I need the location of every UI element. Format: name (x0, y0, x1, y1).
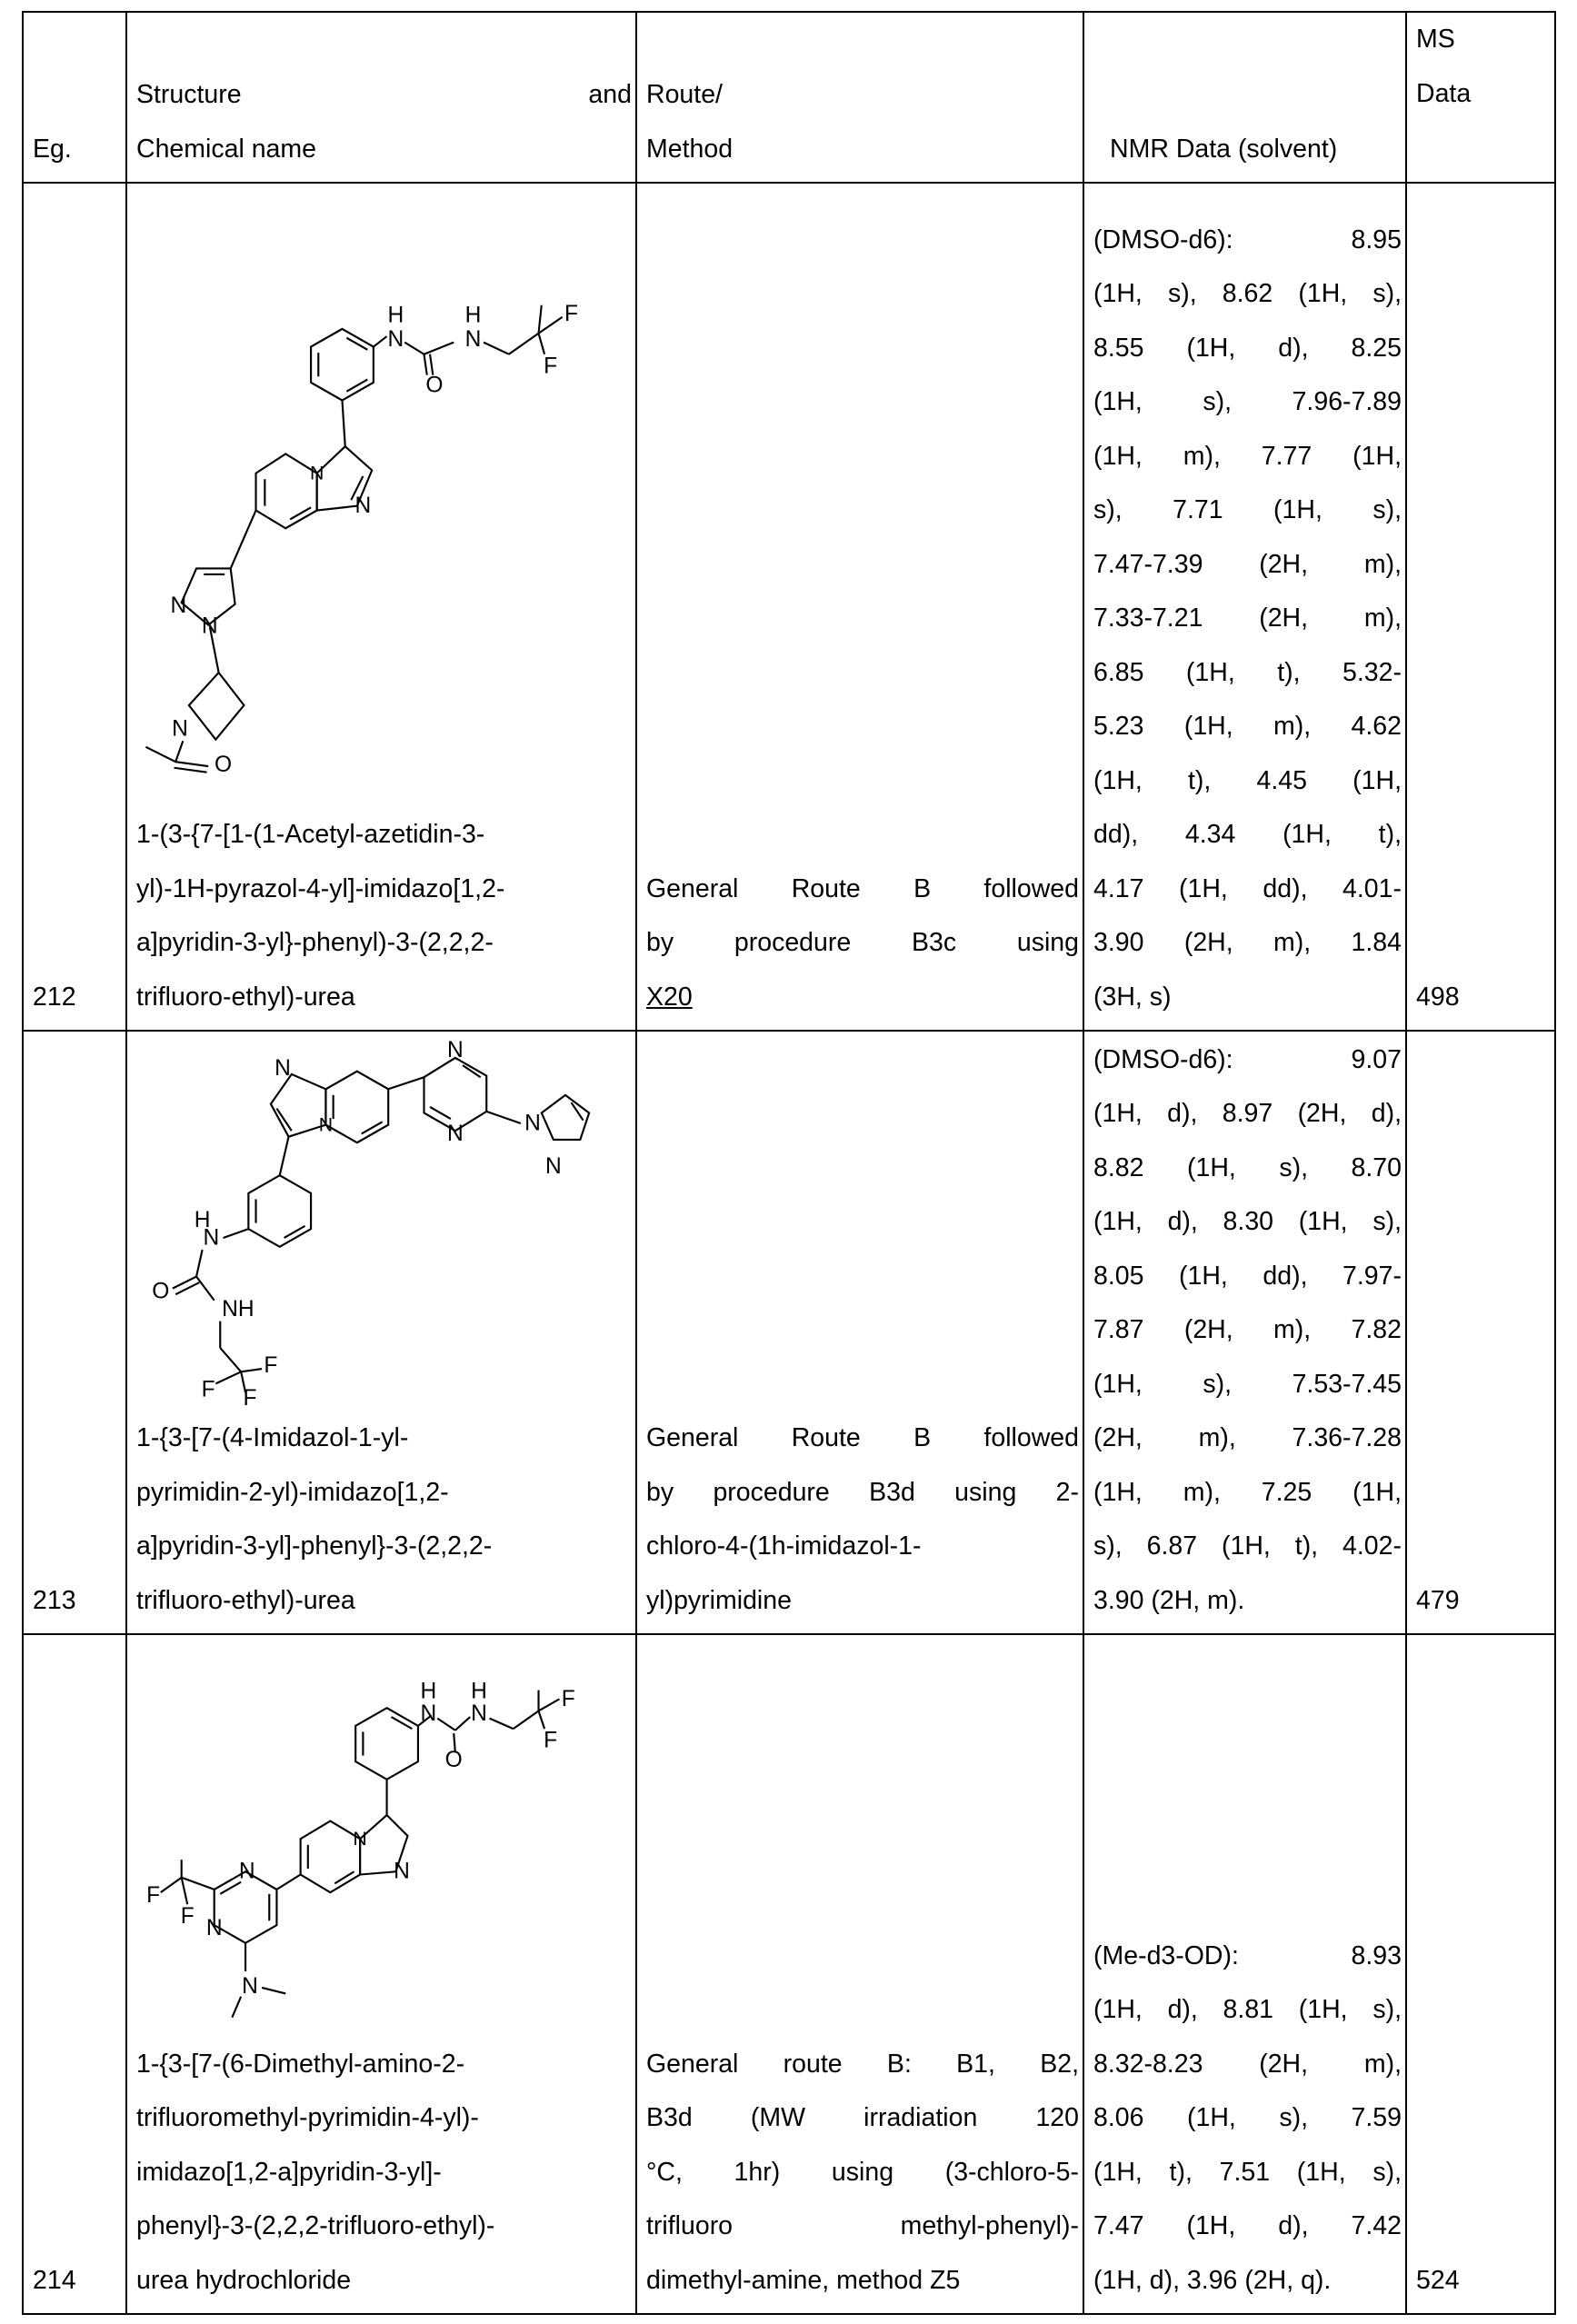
text-line: s), 6.87 (1H, t), 4.02- (1093, 1520, 1402, 1574)
svg-text:F: F (202, 1377, 215, 1401)
svg-text:N: N (471, 1701, 487, 1726)
ms-data (1406, 1031, 1555, 1634)
text-line: (1H, m), 7.25 (1H, (1093, 1466, 1402, 1521)
header-nmr-label: NMR Data (solvent) (1110, 123, 1402, 177)
text-line: dd), 4.34 (1H, t), (1093, 808, 1402, 863)
svg-text:N: N (394, 1860, 410, 1884)
example-number (23, 1634, 126, 2314)
svg-text:N: N (242, 1974, 258, 1999)
svg-text:NH: NH (222, 1297, 254, 1322)
text-line: (1H, s), 7.53-7.45 (1093, 1358, 1402, 1412)
svg-text:N: N (545, 1154, 562, 1179)
text-line: chloro-4-(1h-imidazol-1- (646, 1520, 1079, 1574)
svg-text:N: N (447, 1122, 464, 1146)
svg-text:N: N (202, 614, 218, 639)
svg-text:H: H (421, 1680, 437, 1704)
text-line: dimethyl-amine, method Z5 (646, 2254, 1079, 2309)
text-line: yl)pyrimidine (646, 1574, 1079, 1629)
svg-text:O: O (152, 1279, 169, 1303)
text-line: (3H, s) (1093, 971, 1402, 1025)
text-line: 4.17 (1H, dd), 4.01- (1093, 863, 1402, 917)
header-structure (126, 12, 636, 183)
text-line: 7.47 (1H, d), 7.42 (1093, 2199, 1402, 2254)
header-eg-label: Eg. (33, 123, 122, 177)
text-line: (1H, m), 7.77 (1H, (1093, 430, 1402, 484)
text-line: urea hydrochloride (136, 2254, 632, 2309)
text-line: imidazo[1,2-a]pyridin-3-yl]- (136, 2146, 632, 2200)
text-line: 6.85 (1H, t), 5.32- (1093, 646, 1402, 701)
text-line: 1-{3-[7-(6-Dimethyl-amino-2- (136, 2038, 632, 2092)
text-line: Structure and (136, 68, 632, 123)
text-line: (1H, s), 8.62 (1H, s), (1093, 267, 1402, 322)
svg-text:N: N (171, 593, 187, 618)
text-line: (1H, d), 8.97 (2H, d), (1093, 1087, 1402, 1142)
ms-value: 479 (1416, 1574, 1551, 1629)
example-number-label: 213 (33, 1574, 122, 1629)
text-line: yl)-1H-pyrazol-4-yl]-imidazo[1,2- (136, 863, 632, 917)
text-line: B3d (MW irradiation 120 (646, 2091, 1079, 2146)
table-row (23, 1634, 1555, 2314)
text-line: Route/ (646, 68, 1079, 123)
text-line: pyrimidin-2-yl)-imidazo[1,2- (136, 1466, 632, 1521)
svg-text:O: O (215, 753, 232, 777)
header-eg (23, 12, 126, 183)
svg-text:N: N (465, 327, 482, 352)
svg-text:O: O (445, 1748, 463, 1772)
ms-value: 524 (1416, 2254, 1551, 2309)
svg-text:N: N (421, 1701, 437, 1726)
text-line: General Route B followed (646, 1411, 1079, 1466)
text-line: 3.90 (2H, m), 1.84 (1093, 916, 1402, 971)
chemical-name (126, 1634, 636, 2314)
chemical-name (126, 1031, 636, 1634)
text-line: 3.90 (2H, m). (1093, 1574, 1402, 1629)
svg-text:N: N (206, 1916, 223, 1940)
text-line: s), 7.71 (1H, s), (1093, 484, 1402, 538)
svg-text:F: F (544, 1729, 557, 1753)
route-method (636, 1031, 1083, 1634)
svg-text:F: F (146, 1883, 160, 1908)
chemical-name (126, 183, 636, 1031)
text-line: Chemical name (136, 123, 632, 177)
svg-text:F: F (544, 354, 557, 378)
svg-text:N: N (274, 1056, 291, 1081)
svg-text:N: N (388, 327, 404, 352)
example-number-label: 212 (33, 971, 122, 1025)
text-line: 8.06 (1H, s), 7.59 (1093, 2091, 1402, 2146)
svg-text:O: O (425, 374, 443, 398)
text-line: (2H, m), 7.36-7.28 (1093, 1411, 1402, 1466)
ms-value: 498 (1416, 971, 1551, 1025)
svg-text:H: H (388, 304, 404, 328)
text-line: trifluoro-ethyl)-urea (136, 971, 632, 1025)
svg-text:F: F (564, 302, 578, 326)
text-line: (DMSO-d6): 9.07 (1093, 1033, 1402, 1088)
svg-text:N: N (524, 1111, 541, 1135)
nmr-data (1083, 1634, 1406, 2314)
svg-text:N: N (172, 717, 188, 742)
text-line: 8.05 (1H, dd), 7.97- (1093, 1250, 1402, 1304)
text-line: phenyl}-3-(2,2,2-trifluoro-ethyl)- (136, 2199, 632, 2254)
text-line: trifluoromethyl-pyrimidin-4-yl)- (136, 2091, 632, 2146)
header-route (636, 12, 1083, 183)
route-method (636, 1634, 1083, 2314)
svg-text:N: N (204, 1225, 220, 1250)
nmr-data (1083, 1031, 1406, 1634)
text-line: (1H, d), 8.81 (1H, s), (1093, 1983, 1402, 2038)
text-line: 8.32-8.23 (2H, m), (1093, 2038, 1402, 2092)
text-line: a]pyridin-3-yl}-phenyl)-3-(2,2,2- (136, 916, 632, 971)
text-line: (1H, s), 7.96-7.89 (1093, 375, 1402, 430)
header-nmr (1083, 12, 1406, 183)
ms-data (1406, 1634, 1555, 2314)
header-row (23, 12, 1555, 183)
text-line: by procedure B3c using (646, 916, 1079, 971)
svg-text:N: N (355, 494, 372, 518)
example-number (23, 1031, 126, 1634)
text-line: (DMSO-d6): 8.95 (1093, 214, 1402, 268)
text-line: 5.23 (1H, m), 4.62 (1093, 700, 1402, 754)
svg-text:N: N (319, 1114, 333, 1136)
example-number (23, 183, 126, 1031)
compound-data-table (22, 11, 1556, 2315)
text-line: (Me-d3-OD): 8.93 (1093, 1930, 1402, 1984)
text-line: 1-(3-{7-[1-(1-Acetyl-azetidin-3- (136, 808, 632, 863)
svg-text:F: F (562, 1687, 575, 1711)
table-row (23, 1031, 1555, 1634)
text-line: 1-{3-[7-(4-Imidazol-1-yl- (136, 1411, 632, 1466)
ms-data (1406, 183, 1555, 1031)
text-line: (1H, d), 8.30 (1H, s), (1093, 1195, 1402, 1250)
reference-link[interactable]: X20 (646, 971, 693, 1025)
route-method (636, 183, 1083, 1031)
text-line: Method (646, 123, 1079, 177)
text-line: a]pyridin-3-yl]-phenyl}-3-(2,2,2- (136, 1520, 632, 1574)
text-line: trifluoro methyl-phenyl)- (646, 2199, 1079, 2254)
svg-text:N: N (310, 463, 324, 484)
text-line: 7.87 (2H, m), 7.82 (1093, 1303, 1402, 1358)
text-line: 7.33-7.21 (2H, m), (1093, 592, 1402, 646)
text-line: General Route B followed (646, 863, 1079, 917)
text-line: General route B: B1, B2, (646, 2038, 1079, 2092)
text-line: 8.82 (1H, s), 8.70 (1093, 1142, 1402, 1196)
svg-text:N: N (353, 1828, 366, 1850)
text-line: trifluoro-ethyl)-urea (136, 1574, 632, 1629)
nmr-data (1083, 183, 1406, 1031)
header-ms (1406, 12, 1555, 183)
text-line: MS (1416, 13, 1551, 67)
text-line: (1H, t), 4.45 (1H, (1093, 754, 1402, 809)
svg-text:N: N (239, 1860, 255, 1884)
text-line: (1H, t), 7.51 (1H, s), (1093, 2146, 1402, 2200)
text-line: Data (1416, 67, 1551, 122)
table-row (23, 183, 1555, 1031)
svg-text:H: H (195, 1208, 211, 1232)
svg-text:F: F (243, 1386, 256, 1411)
svg-text:H: H (465, 304, 482, 328)
text-line: 7.47-7.39 (2H, m), (1093, 538, 1402, 593)
svg-text:H: H (471, 1680, 487, 1704)
svg-text:F: F (181, 1904, 195, 1929)
text-line: °C, 1hr) using (3-chloro-5- (646, 2146, 1079, 2200)
svg-text:N: N (447, 1038, 464, 1062)
text-line: 8.55 (1H, d), 8.25 (1093, 322, 1402, 376)
text-line: by procedure B3d using 2- (646, 1466, 1079, 1521)
example-number-label: 214 (33, 2254, 122, 2309)
svg-text:F: F (264, 1353, 277, 1378)
text-line: (1H, d), 3.96 (2H, q). (1093, 2254, 1402, 2309)
